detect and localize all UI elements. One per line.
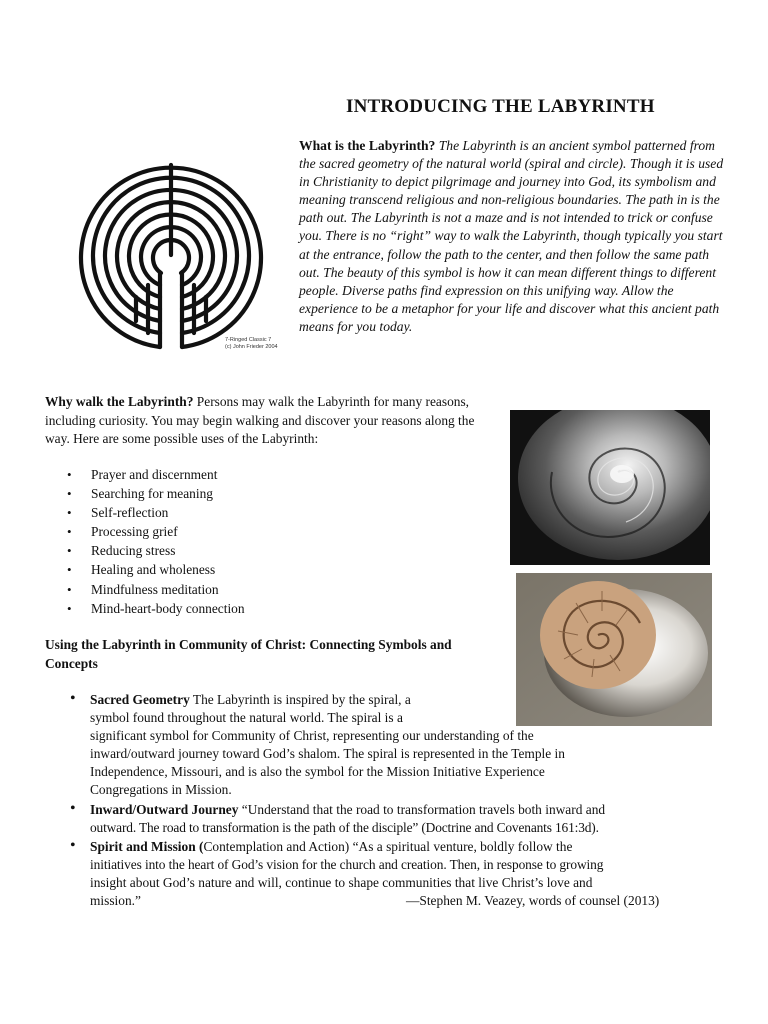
concept-text-line: outward. The road to transformation is the path of the disciple” (Doctrine and Covenants 161:3d). — [90, 820, 599, 835]
intro-body: The Labyrinth is an ancient symbol patterned from the sacred geometry of the natural world (spiral and circle). Though it is used in Christianity to depict pilgrimage and journey into God, its symbolism and meaning transcend religious and non-religious boundaries. The path in is the path out. The Labyrinth is not a maze and is not intended to trick or confuse you. There is no “right” way to walk the Labyrinth, though typically you start at the entrance, follow the path to the center, and then follow the same path out. The beauty of this symbol is how it can mean different things to different people. Diverse paths find expression on this unifying way. Allow the experience to be a metaphor for your life and discover what this ancient path means for you today. — [299, 138, 724, 334]
concept-sacred-geometry-line1: Sacred Geometry The Labyrinth is inspired by the spiral, a — [90, 692, 411, 707]
intro-paragraph — [299, 137, 727, 336]
spiral-staircase-photo — [510, 410, 710, 565]
nautilus-shell-photo — [516, 573, 712, 726]
why-body: Persons may walk the Labyrinth for many reasons, including curiosity. You may begin walking and discover your reasons along the way. Here are some possible uses of the Labyrinth: — [45, 394, 475, 446]
concept-spirit-mission-line1: Spirit and Mission (Contemplation and Action) “As a spiritual venture, boldly follow the — [90, 839, 573, 854]
section-heading: Using the Labyrinth in Community of Christ: Connecting Symbols and Concepts — [45, 637, 452, 671]
uses-list — [45, 465, 245, 618]
concept-text-line: significant symbol for Community of Christ, representing our understanding of the — [90, 728, 534, 743]
list-item: • Processing grief — [45, 522, 245, 541]
why-heading: Why walk the Labyrinth? — [45, 394, 194, 409]
bullet-icon: • — [70, 837, 76, 854]
concept-text-line: Congregations in Mission. — [90, 782, 232, 797]
bullet-icon: • — [70, 800, 76, 817]
page-title: INTRODUCING THE LABYRINTH — [346, 96, 655, 117]
list-item: • Mindfulness meditation — [45, 580, 245, 599]
concept-text-line: initiatives into the heart of God’s vision for the church and creation. Then, in response to growing — [90, 857, 604, 872]
concept-text-line: mission.” — [90, 893, 141, 908]
concept-text-line: symbol found throughout the natural world. The spiral is a — [90, 710, 403, 725]
concept-text-line: Independence, Missouri, and is also the symbol for the Mission Initiative Experience — [90, 764, 545, 779]
list-item: • Searching for meaning — [45, 484, 245, 503]
bullet-icon: • — [70, 690, 76, 707]
image-credit: 7-Ringed Classic 7 (c) John Frieder 2004 — [225, 337, 278, 350]
list-item: • Mind-heart-body connection — [45, 599, 245, 618]
labyrinth-illustration — [62, 125, 277, 360]
list-item: • Prayer and discernment — [45, 465, 245, 484]
why-paragraph — [45, 393, 500, 449]
concept-text-line: insight about God’s nature and will, continue to shape communities that live Christ’s love and — [90, 875, 593, 890]
intro-heading: What is the Labyrinth? — [299, 138, 436, 153]
concept-text-line: inward/outward journey toward God’s shalom. The spiral is represented in the Temple in — [90, 746, 565, 761]
list-item: • Reducing stress — [45, 541, 245, 560]
concept-inward-outward-line1: Inward/Outward Journey “Understand that the road to transformation travels both inward and — [90, 802, 606, 817]
list-item: • Healing and wholeness — [45, 560, 245, 579]
attribution: —Stephen M. Veazey, words of counsel (2013) — [406, 893, 660, 908]
list-item: • Self-reflection — [45, 503, 245, 522]
